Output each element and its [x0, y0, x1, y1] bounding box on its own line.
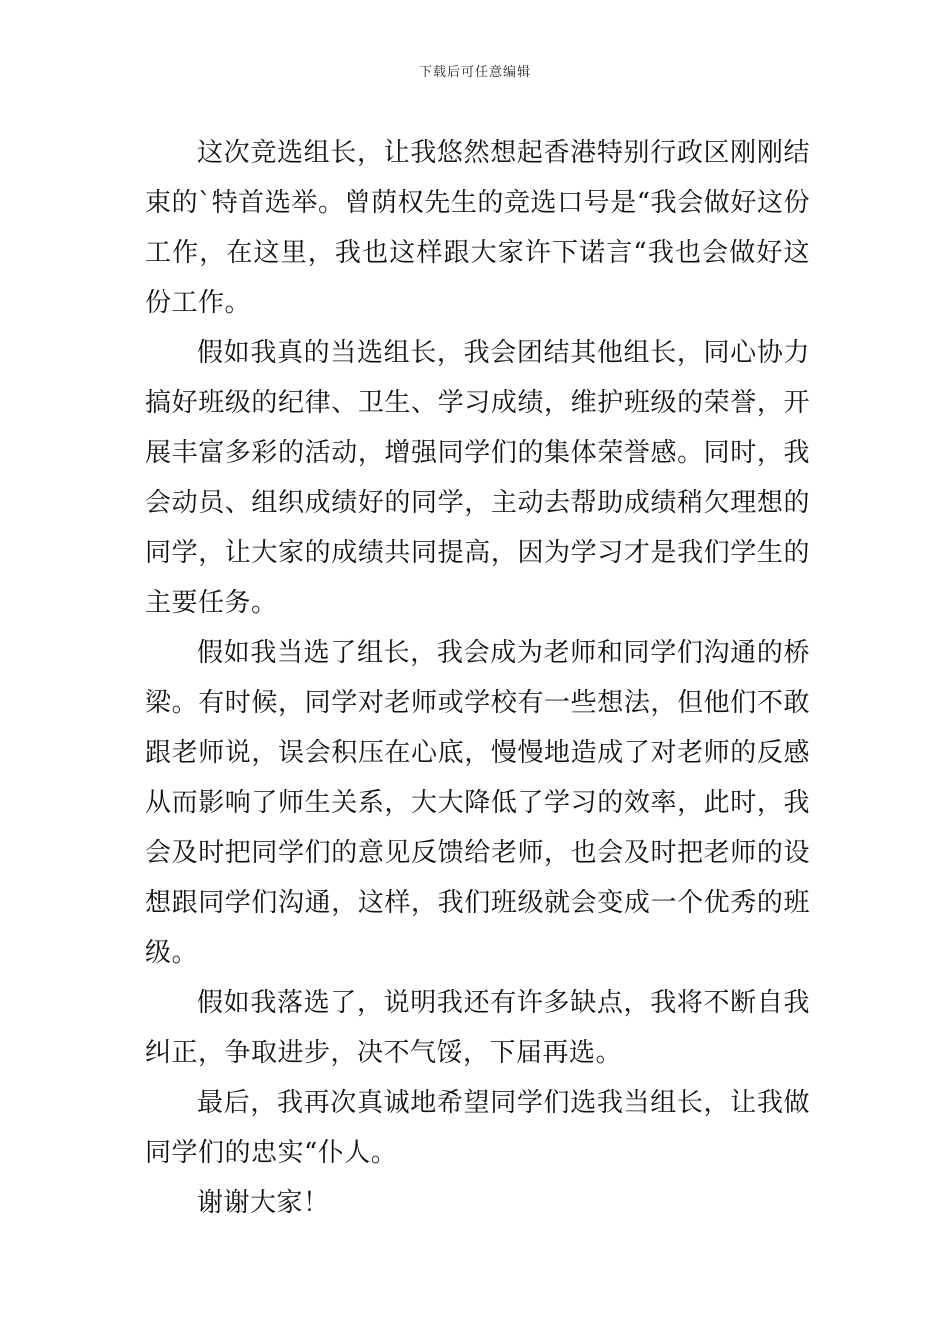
- paragraph-4: 假如我落选了，说明我还有许多缺点，我将不断自我纠正，争取进步，决不气馁，下届再选。: [145, 988, 810, 1068]
- paragraph-5: 最后，我再次真诚地希望同学们选我当组长，让我做同学们的忠实“仆人。: [145, 1088, 810, 1168]
- page-header-note: 下载后可任意编辑: [418, 65, 531, 80]
- paragraph-2: 假如我真的当选组长，我会团结其他组长，同心协力搞好班级的纪律、卫生、学习成绩，维护班级的荣誉，开展丰富多彩的活动，增强同学们的集体荣誉感。同时，我会动员、组织成绩好的同学，主动去帮助成绩稍欠理想的同学，让大家的成绩共同提高，因为学习才是我们学生的主要任务。: [145, 338, 810, 618]
- paragraph-3: 假如我当选了组长，我会成为老师和同学们沟通的桥梁。有时候，同学对老师或学校有一些想法，但他们不敢跟老师说，误会积压在心底，慢慢地造成了对老师的反感从而影响了师生关系，大大降低了学习的效率，此时，我会及时把同学们的意见反馈给老师，也会及时把老师的设想跟同学们沟通，这样，我们班级就会变成一个优秀的班级。: [145, 638, 810, 968]
- paragraph-1: 这次竞选组长，让我悠然想起香港特别行政区刚刚结束的`特首选举。曾荫权先生的竞选口号是“我会做好这份工作，在这里，我也这样跟大家许下诺言“我也会做好这份工作。: [145, 138, 810, 318]
- paragraph-6: 谢谢大家！: [197, 1188, 330, 1218]
- document-body: [145, 128, 810, 1228]
